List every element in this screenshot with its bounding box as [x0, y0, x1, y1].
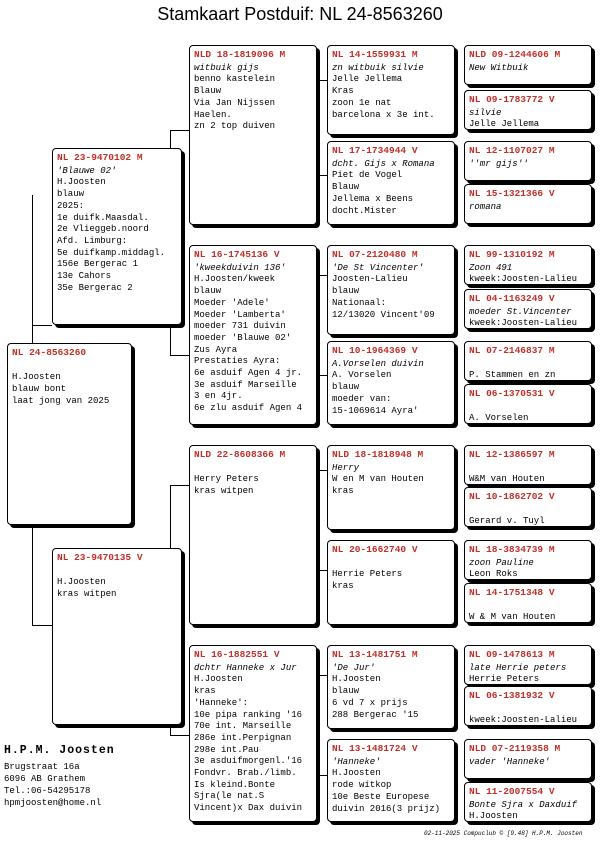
pigeon-name: dchtr Hanneke x Jur — [194, 662, 297, 673]
info-line: 6 vd 7 x prijs — [332, 697, 408, 708]
pigeon-name — [469, 505, 587, 517]
pigeon-name: New Witbuik — [469, 62, 529, 73]
info-line: moeder 731 duivin — [194, 321, 286, 332]
info-line: barcelona x 3e int. — [332, 109, 435, 120]
info-line: laat jong van 2025 — [12, 395, 110, 406]
owner-address: Brugstraat 16a — [4, 762, 80, 772]
pedigree-card-gen3-3[interactable] — [327, 245, 455, 335]
info-line: 10e Beste Europese — [332, 791, 430, 802]
info-line: 5e duifkamp.middagl. — [57, 247, 166, 258]
pigeon-name: 'Blauwe 02' — [57, 165, 117, 176]
info-line: Nationaal: — [332, 297, 387, 308]
info-line: kweek:Joosten-Lalieu — [469, 274, 578, 285]
connector — [455, 460, 456, 500]
pedigree-card-gen4-13[interactable] — [464, 645, 592, 685]
ring-number: NL 09-1783772 V — [469, 94, 555, 105]
connector — [455, 560, 456, 600]
pedigree-card-gen3-1[interactable] — [327, 45, 455, 135]
info-line: Haelen. — [194, 109, 232, 120]
info-line: kweek:Joosten-Lalieu — [469, 715, 578, 726]
pigeon-name: zn witbuik silvie — [332, 62, 424, 73]
pigeon-name: late Herrie peters — [469, 662, 567, 673]
ring-number: NL 06-1381932 V — [469, 690, 555, 701]
info-line: Zus Ayra — [194, 344, 238, 355]
pigeon-name — [57, 566, 177, 578]
info-line: H.Joosten/kweek — [194, 274, 276, 285]
info-line: 288 Bergerac '15 — [332, 709, 419, 720]
info-line: 'Hanneke': — [194, 697, 249, 708]
info-line: Moeder 'Lamberta' — [194, 309, 286, 320]
info-line: 70e int. Marseille — [194, 721, 292, 732]
info-line: Herrie Peters — [332, 569, 403, 580]
pedigree-card-gen3-4[interactable] — [327, 341, 455, 425]
ring-number: NL 09-1478613 M — [469, 649, 555, 660]
ring-number: NL 07-2146837 M — [469, 345, 555, 356]
pedigree-card-sire-dam[interactable] — [189, 245, 317, 425]
ring-number: NL 20-1662740 V — [332, 544, 418, 555]
pigeon-name: dcht. Gijs x Romana — [332, 158, 435, 169]
pedigree-card-gen3-7[interactable] — [327, 645, 455, 729]
info-line: Kras — [332, 86, 354, 97]
ring-number: NL 13-1481751 M — [332, 649, 418, 660]
pedigree-card-gen4-1[interactable] — [464, 45, 592, 85]
info-line: 13e Cahors — [57, 271, 112, 282]
info-line: 1e duifk.Maasdal. — [57, 212, 149, 223]
pigeon-name: 'Hanneke' — [332, 756, 381, 767]
pigeon-name: Bonte Sjra x Daxduif — [469, 799, 578, 810]
ring-number: NL 23-9470102 M — [57, 152, 143, 163]
ring-number: NL 12-1386597 M — [469, 449, 555, 460]
ring-number: NLD 09-1244606 M — [469, 49, 561, 60]
connector — [32, 625, 52, 626]
ring-number: NL 23-9470135 V — [57, 552, 143, 563]
info-line: blauw — [332, 286, 360, 297]
info-line: zn 2 top duiven — [194, 121, 276, 132]
ring-number: NLD 18-1818948 M — [332, 449, 424, 460]
info-line: 3e asduif Marseille — [194, 379, 297, 390]
info-line: blauw bont — [12, 384, 67, 395]
connector — [455, 665, 456, 705]
pedigree-card-gen3-5[interactable] — [327, 445, 455, 530]
pigeon-name — [194, 463, 312, 475]
ring-number: NLD 07-2119358 M — [469, 743, 561, 754]
info-line: 15-1069614 Ayra' — [332, 405, 419, 416]
ring-number: NL 13-1481724 V — [332, 743, 418, 754]
connector — [32, 325, 52, 326]
pedigree-card-gen3-8[interactable] — [327, 739, 455, 822]
info-line: Vincent)x Dax duivin — [194, 803, 303, 814]
pigeon-name: moeder St.Vincenter — [469, 306, 572, 317]
pedigree-card-dam[interactable] — [52, 548, 182, 725]
info-line: Gerard v. Tuyl — [469, 516, 545, 527]
pedigree-card-dam-sire[interactable] — [189, 445, 317, 625]
info-line: 156e Bergerac 1 — [57, 259, 139, 270]
info-line: Leon Roks — [469, 569, 518, 580]
pedigree-card-dam-dam[interactable] — [189, 645, 317, 822]
info-line: moeder van: — [332, 393, 392, 404]
info-line: H.Joosten — [194, 674, 243, 685]
info-line: blauw — [332, 382, 360, 393]
owner-email: hpmjoosten@home.nl — [4, 798, 102, 808]
info-line: Is kleind.Bonte — [194, 779, 276, 790]
info-line: Afd. Limburg: — [57, 235, 128, 246]
page-title: Stamkaart Postduif: NL 24-8563260 — [157, 4, 443, 24]
pedigree-card-gen4-6[interactable] — [464, 289, 592, 329]
pedigree-card-gen4-11[interactable] — [464, 540, 592, 580]
info-line: 286e int.Perpignan — [194, 732, 292, 743]
info-line: H.Joosten — [12, 372, 61, 383]
connector — [455, 65, 456, 105]
info-line: kras — [332, 486, 354, 497]
pigeon-name: Zoon 491 — [469, 262, 513, 273]
ring-number: NL 10-1862702 V — [469, 491, 555, 502]
ring-number: NL 12-1107027 M — [469, 145, 555, 156]
pedigree-card-gen4-7[interactable] — [464, 341, 592, 381]
info-line: 2025: — [57, 200, 85, 211]
info-line: kras — [194, 686, 216, 697]
info-line: Via Jan Nijssen — [194, 97, 276, 108]
owner-name: H.P.M. Joosten — [4, 744, 115, 757]
info-line: Fondvr. Brab./limb. — [194, 768, 297, 779]
owner-postcode: 6096 AB Grathem — [4, 774, 86, 784]
info-line: Sjra(le nat.S — [194, 791, 265, 802]
info-line: benno kastelein — [194, 74, 276, 85]
info-line: blauw — [194, 286, 222, 297]
info-line: kras witpen — [57, 589, 117, 600]
pedigree-card-gen4-3[interactable] — [464, 141, 592, 181]
info-line: Blauw — [194, 86, 222, 97]
pedigree-card-gen3-6[interactable] — [327, 540, 455, 625]
ring-number: NLD 22-8608366 M — [194, 449, 286, 460]
info-line: H.Joosten — [332, 768, 381, 779]
info-line: 298e int.Pau — [194, 744, 259, 755]
pigeon-name — [469, 704, 587, 716]
info-line: 6e zlu asduif Agen 4 — [194, 403, 303, 414]
pedigree-card-gen3-2[interactable] — [327, 141, 455, 225]
pigeon-name: romana — [469, 201, 502, 212]
pigeon-name: A.Vorselen duivin — [332, 358, 424, 369]
connector — [455, 360, 456, 400]
info-line: 2e Vlieggeb.noord — [57, 224, 149, 235]
pigeon-name: zoon Pauline — [469, 557, 534, 568]
info-line: Blauw — [332, 182, 360, 193]
info-line: W&M van Houten — [469, 474, 545, 485]
info-line: H.Joosten — [332, 674, 381, 685]
info-line: duivin 2016(3 prijz) — [332, 803, 441, 814]
connector — [455, 160, 456, 200]
ring-number: NL 14-1559931 M — [332, 49, 418, 60]
info-line: Piet de Vogel — [332, 170, 403, 181]
connector — [170, 355, 189, 356]
pigeon-name — [12, 361, 127, 373]
connector — [455, 760, 456, 800]
pigeon-name: 'kweekduivin 136' — [194, 262, 286, 273]
pedigree-card-subject[interactable] — [7, 343, 132, 525]
ring-number: NL 18-3834739 M — [469, 544, 555, 555]
pedigree-card-gen4-9[interactable] — [464, 445, 592, 485]
info-line: Joosten-Lalieu — [332, 274, 408, 285]
info-line: 6e asduif Agen 4 jr. — [194, 368, 303, 379]
pedigree-card-gen4-4[interactable] — [464, 184, 592, 224]
pedigree-card-gen4-15[interactable] — [464, 739, 592, 779]
info-line: Jelle Jellema — [469, 119, 540, 130]
owner-info — [4, 745, 115, 809]
info-line: rode witkop — [332, 780, 392, 791]
info-line: Herry Peters — [194, 474, 259, 485]
ring-number: NL 24-8563260 — [12, 347, 87, 358]
info-line: Jelle Jellema — [332, 74, 403, 85]
pigeon-name: 'De Jur' — [332, 662, 376, 673]
pigeon-name: ''mr gijs'' — [469, 158, 529, 169]
info-line: kras — [332, 581, 354, 592]
pedigree-card-sire-sire[interactable] — [189, 45, 317, 225]
info-line: Prestaties Ayra: — [194, 356, 281, 367]
pigeon-name — [469, 601, 587, 613]
pedigree-card-gen4-10[interactable] — [464, 487, 592, 527]
info-line: blauw — [332, 686, 360, 697]
info-line: kras witpen — [194, 486, 254, 497]
info-line: H.Joosten — [57, 177, 106, 188]
info-line: A. Vorselen — [332, 370, 392, 381]
info-line: 3 en 4jr. — [194, 391, 243, 402]
ring-number: NL 14-1751348 V — [469, 587, 555, 598]
pigeon-name — [469, 402, 587, 414]
ring-number: NLD 18-1819096 M — [194, 49, 286, 60]
pigeon-name: vader 'Hanneke' — [469, 756, 551, 767]
pigeon-name: Herry — [332, 462, 360, 473]
ring-number: NL 99-1310192 M — [469, 249, 555, 260]
connector — [455, 265, 456, 305]
info-line: kweek:Joosten-Lalieu — [469, 318, 578, 329]
info-line: P. Stammen en zn — [469, 370, 556, 381]
pedigree-card-sire[interactable] — [52, 148, 182, 325]
pigeon-name — [469, 359, 587, 371]
ring-number: NL 10-1964369 V — [332, 345, 418, 356]
connector — [170, 130, 189, 131]
info-line: 12/13020 Vincent'09 — [332, 309, 435, 320]
info-line: W & M van Houten — [469, 612, 556, 623]
ring-number: NL 16-1882551 V — [194, 649, 280, 660]
owner-phone: Tel.:06-54295178 — [4, 786, 91, 796]
ring-number: NL 16-1745136 V — [194, 249, 280, 260]
info-line: H.Joosten — [469, 811, 518, 822]
info-line: moeder 'Blauwe 02' — [194, 332, 292, 343]
info-line: W en M van Houten — [332, 474, 424, 485]
ring-number: NL 04-1163249 V — [469, 293, 555, 304]
footer-credit: 02-11-2025 Compuclub © [9.48] H.P.M. Joosten — [424, 830, 583, 837]
pedigree-card-gen4-5[interactable] — [464, 245, 592, 285]
ring-number: NL 11-2007554 V — [469, 786, 555, 797]
connector — [170, 485, 189, 486]
info-line: 3e asduifmorgenl.'16 — [194, 756, 303, 767]
ring-number: NL 15-1321366 V — [469, 188, 555, 199]
connector — [170, 735, 189, 736]
pedigree-card-gen4-2[interactable] — [464, 90, 592, 130]
info-line: 35e Bergerac 2 — [57, 282, 133, 293]
info-line: Moeder 'Adele' — [194, 297, 270, 308]
info-line: Herrie Peters — [469, 674, 540, 685]
pigeon-name — [332, 558, 450, 570]
ring-number: NL 17-1734944 V — [332, 145, 418, 156]
ring-number: NL 06-1370531 V — [469, 388, 555, 399]
pedigree-card-gen4-16[interactable] — [464, 782, 592, 822]
pigeon-name — [469, 463, 587, 475]
info-line: docht.Mister — [332, 205, 397, 216]
info-line: Jellema x Beens — [332, 193, 414, 204]
info-line: zoon 1e nat — [332, 97, 392, 108]
pigeon-name: 'De St Vincenter' — [332, 262, 424, 273]
pigeon-name: witbuik gijs — [194, 62, 259, 73]
pedigree-card-gen4-14[interactable] — [464, 686, 592, 726]
pedigree-card-gen4-12[interactable] — [464, 583, 592, 623]
info-line: blauw — [57, 189, 85, 200]
ring-number: NL 07-2120480 M — [332, 249, 418, 260]
pedigree-card-gen4-8[interactable] — [464, 384, 592, 424]
info-line: A. Vorselen — [469, 413, 529, 424]
pigeon-name: silvie — [469, 107, 502, 118]
info-line: H.Joosten — [57, 577, 106, 588]
info-line: 10e pipa ranking '16 — [194, 709, 303, 720]
